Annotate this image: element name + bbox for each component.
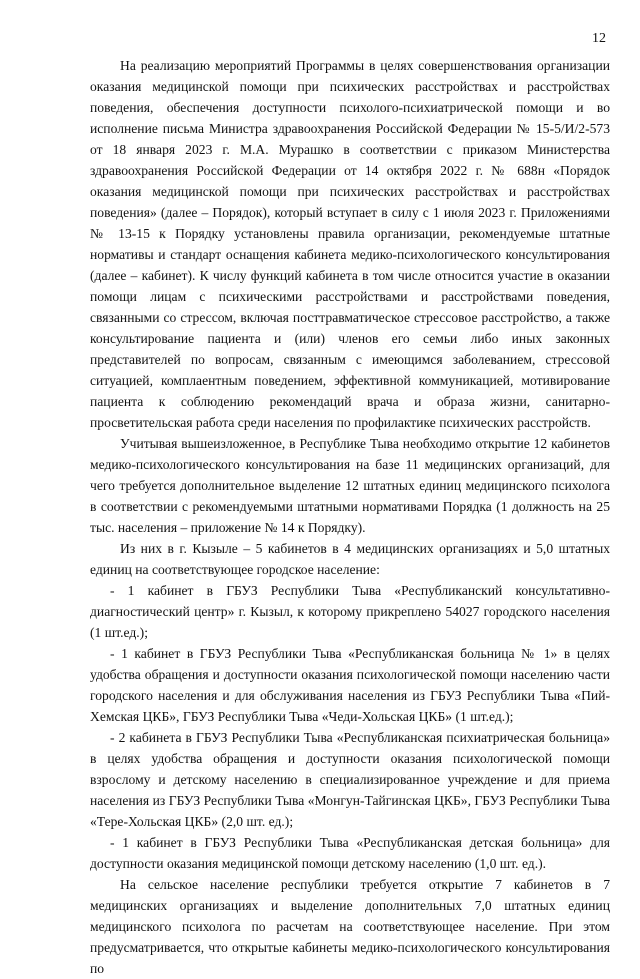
list-item-consultative-center: - 1 кабинет в ГБУЗ Республики Тыва «Республиканский консультативно-диагностический центр» г. Кызыл, к которому прикреплено 54027 городского населения (1 шт.ед.);: [90, 583, 610, 640]
document-body: [90, 55, 610, 979]
list-item-psychiatric-hospital: - 2 кабинета в ГБУЗ Республики Тыва «Республиканская психиатрическая больница» в целях удобства обращения и доступности оказания психологической помощи взрослому и детскому населению в специализированное учреждение и для приема населения из ГБУЗ Республики Тыва «Монгун-Тайгинская ЦКБ», ГБУЗ Республики Тыва «Тере-Хольская ЦКБ» (2,0 шт. ед.);: [90, 730, 610, 829]
paragraph-kyzyl-cabinets: Из них в г. Кызыле – 5 кабинетов в 4 медицинских организациях и 5,0 штатных единиц на соответствующее городское население:: [90, 541, 610, 577]
list-item-hospital-1: - 1 кабинет в ГБУЗ Республики Тыва «Республиканская больница № 1» в целях удобства обращения и доступности оказания психологической помощи населению части городского населения и для обслуживания населения из ГБУЗ Республики Тыва «Пий-Хемская ЦКБ», ГБУЗ Республики Тыва «Чеди-Хольская ЦКБ» (1 шт.ед.);: [90, 646, 610, 724]
paragraph-rural-population: На сельское население республики требуется открытие 7 кабинетов в 7 медицинских организациях и выделение дополнительных 7,0 штатных единиц медицинского психолога по расчетам на соответствующее население. При этом предусматривается, что открытые кабинеты медико-психологического консультирования по: [90, 877, 610, 976]
list-item-childrens-hospital: - 1 кабинет в ГБУЗ Республики Тыва «Республиканская детская больница» для доступности оказания медицинской помощи детскому населению (1,0 шт. ед.).: [90, 835, 610, 871]
paragraph-cabinets-needed: Учитывая вышеизложенное, в Республике Тыва необходимо открытие 12 кабинетов медико-психологического консультирования на базе 11 медицинских организаций, для чего требуется дополнительное выделение 12 штатных единиц медицинского психолога в соответствии с рекомендуемыми штатными нормативами Порядка (1 должность на 25 тыс. населения – приложение № 14 к Порядку).: [90, 436, 610, 535]
page-number: 12: [592, 31, 606, 46]
paragraph-program-implementation: На реализацию мероприятий Программы в целях совершенствования организации оказания медицинской помощи при психических расстройствах и расстройствах поведения, обеспечения доступности психолого-психиатрической помощи и во исполнение письма Министра здравоохранения Российской Федерации № 15-5/И/2-573 от 18 января 2023 г. М.А. Мурашко в соответствии с приказом Министерства здравоохранения Российской Федерации от 14 октября 2022 г. № 688н «Порядок оказания медицинской помощи при психических расстройствах и расстройствах поведения» (далее – Порядок), который вступает в силу с 1 июля 2023 г. Приложениями № 13-15 к Порядку установлены правила организации, рекомендуемые штатные нормативы и стандарт оснащения кабинета медико-психологического консультирования (далее – кабинет). К числу функций кабинета в том числе относится участие в оказании помощи лицам с психическими расстройствами и расстройствами поведения, связанными со стрессом, включая посттравматическое стрессовое расстройство, а также консультирование пациента и (или) членов его семьи либо иных законных представителей по вопросам, связанным с имеющимся заболеванием, стрессовой ситуацией, комплаентным поведением, эффективной коммуникацией, мотивирование пациента к соблюдению рекомендаций врача и образа жизни, санитарно-просветительская работа среди населения по профилактике психических расстройств.: [90, 58, 610, 430]
